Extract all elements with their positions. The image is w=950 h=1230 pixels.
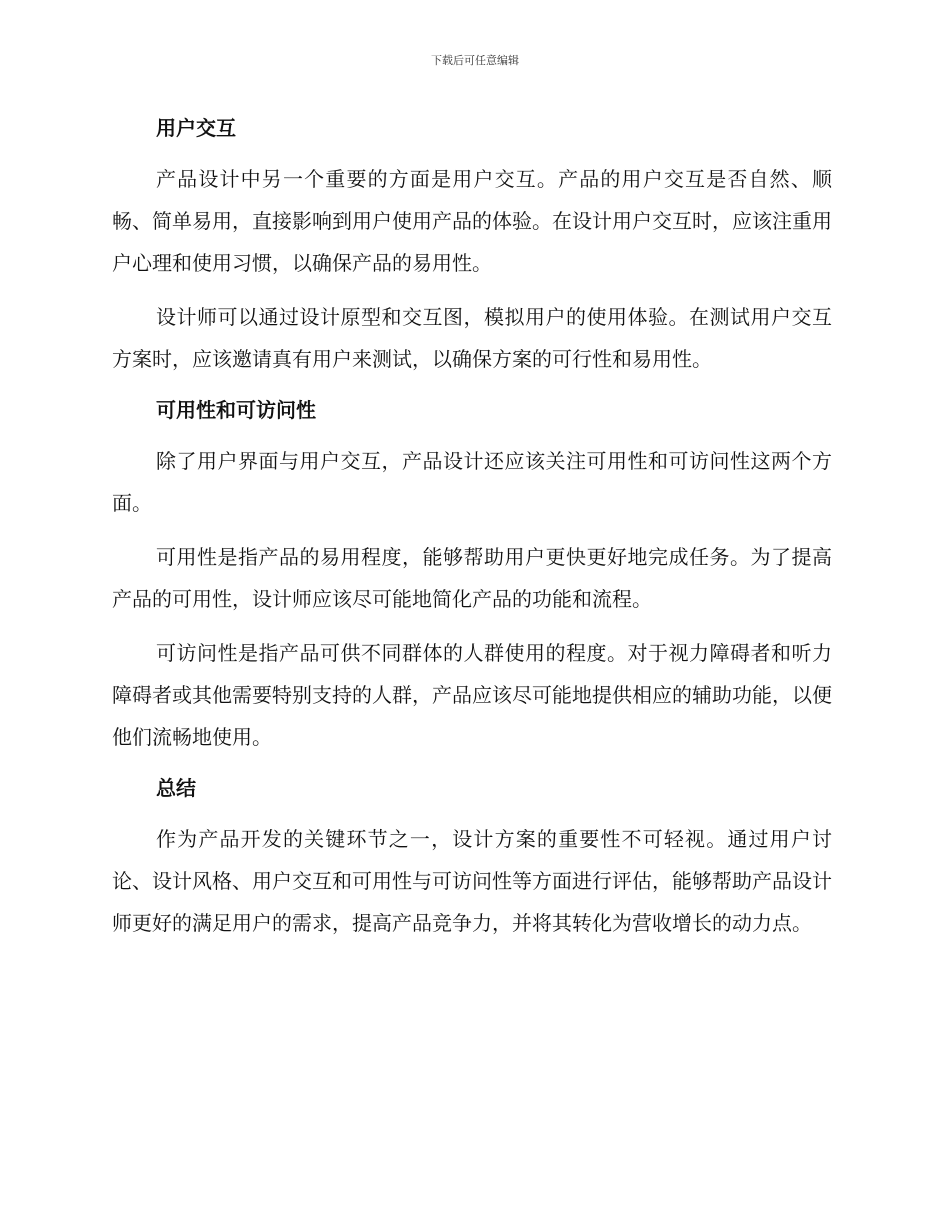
paragraph: 可访问性是指产品可供不同群体的人群使用的程度。对于视力障碍者和听力障碍者或其他需要特别支持的人群，产品应该尽可能地提供相应的辅助功能，以便他们流畅地使用。: [112, 641, 832, 749]
section-heading-summary: 总结: [156, 776, 196, 800]
section-heading-usability-accessibility: 可用性和可访问性: [156, 398, 316, 422]
paragraph: 设计师可以通过设计原型和交互图，模拟用户的使用体验。在测试用户交互方案时，应该邀请真有用户来测试，以确保方案的可行性和易用性。: [112, 305, 832, 371]
paragraph: 除了用户界面与用户交互，产品设计还应该关注可用性和可访问性这两个方面。: [112, 449, 832, 515]
paragraph: 作为产品开发的关键环节之一，设计方案的重要性不可轻视。通过用户讨论、设计风格、用户交互和可用性与可访问性等方面进行评估，能够帮助产品设计师更好的满足用户的需求，提高产品竞争力，并将其转化为营收增长的动力点。: [112, 827, 832, 935]
paragraph: 产品设计中另一个重要的方面是用户交互。产品的用户交互是否自然、顺畅、简单易用，直接影响到用户使用产品的体验。在设计用户交互时，应该注重用户心理和使用习惯，以确保产品的易用性。: [112, 167, 832, 275]
paragraph: 可用性是指产品的易用程度，能够帮助用户更快更好地完成任务。为了提高产品的可用性，设计师应该尽可能地简化产品的功能和流程。: [112, 545, 832, 611]
page-header-note: 下载后可任意编辑: [431, 54, 519, 67]
section-heading-user-interaction: 用户交互: [156, 116, 236, 140]
document-body: [112, 108, 832, 944]
